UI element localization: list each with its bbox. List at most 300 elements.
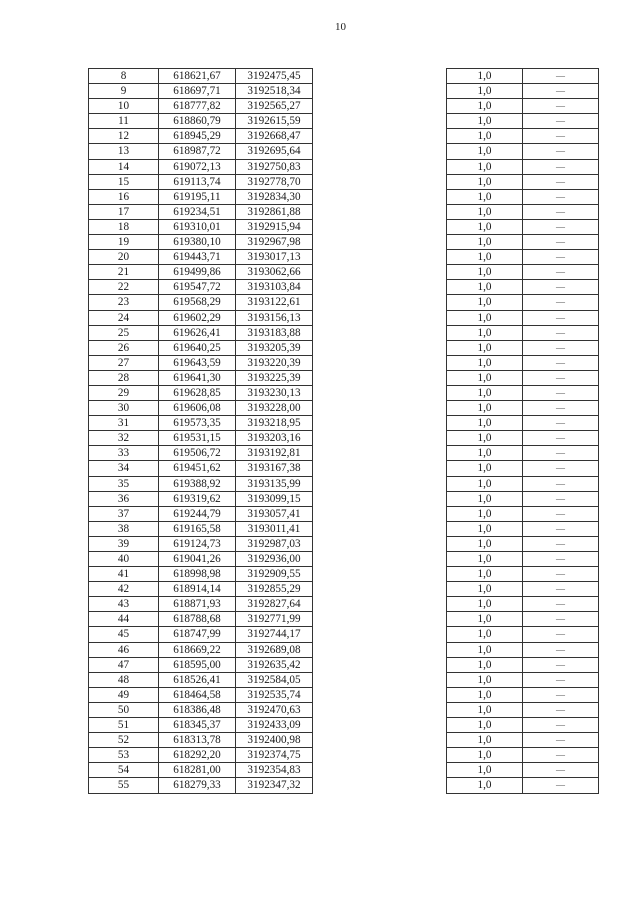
value-cell: 1,0 — [447, 340, 523, 355]
table-row — [89, 189, 313, 204]
coordinates-table — [88, 68, 313, 794]
y-coordinate-cell: 3192861,88 — [236, 204, 313, 219]
value-cell: 1,0 — [447, 370, 523, 385]
value-cell: 1,0 — [447, 763, 523, 778]
dash-cell: — — [523, 552, 599, 567]
point-number-cell: 16 — [89, 189, 159, 204]
table-row — [89, 144, 313, 159]
value-cell: 1,0 — [447, 385, 523, 400]
point-number-cell: 43 — [89, 597, 159, 612]
y-coordinate-cell: 3192915,94 — [236, 219, 313, 234]
table-row — [447, 536, 599, 551]
value-cell: 1,0 — [447, 642, 523, 657]
y-coordinate-cell: 3193122,61 — [236, 295, 313, 310]
y-coordinate-cell: 3193062,66 — [236, 265, 313, 280]
x-coordinate-cell: 619643,59 — [159, 355, 236, 370]
table-row — [89, 642, 313, 657]
y-coordinate-cell: 3192347,32 — [236, 778, 313, 793]
point-number-cell: 30 — [89, 401, 159, 416]
table-row — [447, 491, 599, 506]
value-cell: 1,0 — [447, 627, 523, 642]
dash-cell: — — [523, 219, 599, 234]
y-coordinate-cell: 3192354,83 — [236, 763, 313, 778]
y-coordinate-cell: 3193183,88 — [236, 325, 313, 340]
y-coordinate-cell: 3193203,16 — [236, 431, 313, 446]
y-coordinate-cell: 3193228,00 — [236, 401, 313, 416]
y-coordinate-cell: 3192855,29 — [236, 582, 313, 597]
y-coordinate-cell: 3192967,98 — [236, 235, 313, 250]
value-cell: 1,0 — [447, 657, 523, 672]
table-row — [447, 521, 599, 536]
value-cell: 1,0 — [447, 250, 523, 265]
table-row — [89, 265, 313, 280]
point-number-cell: 45 — [89, 627, 159, 642]
x-coordinate-cell: 618621,67 — [159, 69, 236, 84]
value-cell: 1,0 — [447, 718, 523, 733]
dash-cell: — — [523, 99, 599, 114]
value-cell: 1,0 — [447, 174, 523, 189]
point-number-cell: 33 — [89, 446, 159, 461]
point-number-cell: 34 — [89, 461, 159, 476]
table-row — [447, 612, 599, 627]
table-row — [447, 189, 599, 204]
value-cell: 1,0 — [447, 144, 523, 159]
x-coordinate-cell: 618279,33 — [159, 778, 236, 793]
value-cell: 1,0 — [447, 401, 523, 416]
y-coordinate-cell: 3192936,00 — [236, 552, 313, 567]
table-row — [89, 582, 313, 597]
table-row — [447, 461, 599, 476]
x-coordinate-cell: 618313,78 — [159, 733, 236, 748]
point-number-cell: 8 — [89, 69, 159, 84]
point-number-cell: 29 — [89, 385, 159, 400]
y-coordinate-cell: 3193011,41 — [236, 521, 313, 536]
dash-cell: — — [523, 416, 599, 431]
y-coordinate-cell: 3192668,47 — [236, 129, 313, 144]
value-cell: 1,0 — [447, 189, 523, 204]
x-coordinate-cell: 619388,92 — [159, 476, 236, 491]
table-row — [89, 552, 313, 567]
table-row — [89, 672, 313, 687]
x-coordinate-cell: 619568,29 — [159, 295, 236, 310]
dash-cell: — — [523, 174, 599, 189]
table-row — [447, 265, 599, 280]
table-row — [89, 778, 313, 793]
y-coordinate-cell: 3192689,08 — [236, 642, 313, 657]
table-row — [447, 250, 599, 265]
x-coordinate-cell: 618669,22 — [159, 642, 236, 657]
point-number-cell: 42 — [89, 582, 159, 597]
dash-cell: — — [523, 672, 599, 687]
value-cell: 1,0 — [447, 265, 523, 280]
value-cell: 1,0 — [447, 552, 523, 567]
dash-cell: — — [523, 84, 599, 99]
dash-cell: — — [523, 733, 599, 748]
y-coordinate-cell: 3193225,39 — [236, 370, 313, 385]
value-cell: 1,0 — [447, 159, 523, 174]
table-row — [447, 672, 599, 687]
point-number-cell: 44 — [89, 612, 159, 627]
table-row — [447, 219, 599, 234]
point-number-cell: 54 — [89, 763, 159, 778]
table-row — [89, 657, 313, 672]
y-coordinate-cell: 3192695,64 — [236, 144, 313, 159]
point-number-cell: 53 — [89, 748, 159, 763]
x-coordinate-cell: 618871,93 — [159, 597, 236, 612]
point-number-cell: 12 — [89, 129, 159, 144]
value-cell: 1,0 — [447, 476, 523, 491]
y-coordinate-cell: 3193192,81 — [236, 446, 313, 461]
x-coordinate-cell: 618292,20 — [159, 748, 236, 763]
table-row — [447, 174, 599, 189]
dash-cell: — — [523, 129, 599, 144]
dash-cell: — — [523, 702, 599, 717]
table-row — [89, 235, 313, 250]
table-row — [447, 370, 599, 385]
table-row — [89, 280, 313, 295]
y-coordinate-cell: 3192750,83 — [236, 159, 313, 174]
table-row — [89, 627, 313, 642]
point-number-cell: 13 — [89, 144, 159, 159]
value-cell: 1,0 — [447, 69, 523, 84]
dash-cell: — — [523, 687, 599, 702]
point-number-cell: 10 — [89, 99, 159, 114]
point-number-cell: 52 — [89, 733, 159, 748]
table-row — [447, 235, 599, 250]
table-row — [447, 476, 599, 491]
y-coordinate-cell: 3193103,84 — [236, 280, 313, 295]
table-row — [89, 416, 313, 431]
table-row — [89, 99, 313, 114]
table-row — [447, 204, 599, 219]
point-number-cell: 35 — [89, 476, 159, 491]
x-coordinate-cell: 618788,68 — [159, 612, 236, 627]
point-number-cell: 23 — [89, 295, 159, 310]
dash-cell: — — [523, 250, 599, 265]
x-coordinate-cell: 619319,62 — [159, 491, 236, 506]
table-row — [447, 144, 599, 159]
value-cell: 1,0 — [447, 204, 523, 219]
y-coordinate-cell: 3192518,34 — [236, 84, 313, 99]
value-cell: 1,0 — [447, 582, 523, 597]
y-coordinate-cell: 3192987,03 — [236, 536, 313, 551]
values-table — [446, 68, 599, 794]
point-number-cell: 18 — [89, 219, 159, 234]
value-cell: 1,0 — [447, 219, 523, 234]
y-coordinate-cell: 3192584,05 — [236, 672, 313, 687]
table-row — [89, 718, 313, 733]
table-row — [447, 748, 599, 763]
x-coordinate-cell: 618860,79 — [159, 114, 236, 129]
table-row — [89, 129, 313, 144]
table-row — [89, 114, 313, 129]
table-row — [89, 370, 313, 385]
table-row — [89, 597, 313, 612]
dash-cell: — — [523, 114, 599, 129]
y-coordinate-cell: 3193057,41 — [236, 506, 313, 521]
value-cell: 1,0 — [447, 416, 523, 431]
y-coordinate-cell: 3192615,59 — [236, 114, 313, 129]
y-coordinate-cell: 3192827,64 — [236, 597, 313, 612]
y-coordinate-cell: 3192565,27 — [236, 99, 313, 114]
y-coordinate-cell: 3192909,55 — [236, 567, 313, 582]
table-row — [447, 431, 599, 446]
point-number-cell: 39 — [89, 536, 159, 551]
point-number-cell: 38 — [89, 521, 159, 536]
point-number-cell: 28 — [89, 370, 159, 385]
value-cell: 1,0 — [447, 310, 523, 325]
table-row — [447, 778, 599, 793]
value-cell: 1,0 — [447, 567, 523, 582]
table-row — [447, 69, 599, 84]
point-number-cell: 36 — [89, 491, 159, 506]
y-coordinate-cell: 3192744,17 — [236, 627, 313, 642]
dash-cell: — — [523, 718, 599, 733]
values-table-body — [447, 69, 599, 794]
dash-cell: — — [523, 491, 599, 506]
y-coordinate-cell: 3193220,39 — [236, 355, 313, 370]
point-number-cell: 31 — [89, 416, 159, 431]
dash-cell: — — [523, 627, 599, 642]
x-coordinate-cell: 619072,13 — [159, 159, 236, 174]
dash-cell: — — [523, 265, 599, 280]
dash-cell: — — [523, 235, 599, 250]
dash-cell: — — [523, 446, 599, 461]
y-coordinate-cell: 3193218,95 — [236, 416, 313, 431]
table-row — [89, 491, 313, 506]
table-row — [447, 325, 599, 340]
point-number-cell: 14 — [89, 159, 159, 174]
y-coordinate-cell: 3192535,74 — [236, 687, 313, 702]
point-number-cell: 51 — [89, 718, 159, 733]
x-coordinate-cell: 619124,73 — [159, 536, 236, 551]
value-cell: 1,0 — [447, 84, 523, 99]
x-coordinate-cell: 619451,62 — [159, 461, 236, 476]
y-coordinate-cell: 3193230,13 — [236, 385, 313, 400]
x-coordinate-cell: 619234,51 — [159, 204, 236, 219]
table-row — [89, 687, 313, 702]
point-number-cell: 40 — [89, 552, 159, 567]
dash-cell: — — [523, 597, 599, 612]
dash-cell: — — [523, 69, 599, 84]
value-cell: 1,0 — [447, 778, 523, 793]
value-cell: 1,0 — [447, 99, 523, 114]
dash-cell: — — [523, 295, 599, 310]
table-row — [447, 582, 599, 597]
dash-cell: — — [523, 582, 599, 597]
value-cell: 1,0 — [447, 733, 523, 748]
dash-cell: — — [523, 461, 599, 476]
table-row — [447, 506, 599, 521]
x-coordinate-cell: 618345,37 — [159, 718, 236, 733]
x-coordinate-cell: 618747,99 — [159, 627, 236, 642]
table-row — [89, 536, 313, 551]
table-row — [89, 733, 313, 748]
table-row — [89, 295, 313, 310]
point-number-cell: 24 — [89, 310, 159, 325]
table-row — [447, 84, 599, 99]
x-coordinate-cell: 619443,71 — [159, 250, 236, 265]
point-number-cell: 20 — [89, 250, 159, 265]
table-row — [89, 567, 313, 582]
table-row — [447, 416, 599, 431]
table-row — [447, 99, 599, 114]
table-row — [447, 385, 599, 400]
value-cell: 1,0 — [447, 491, 523, 506]
x-coordinate-cell: 619573,35 — [159, 416, 236, 431]
point-number-cell: 48 — [89, 672, 159, 687]
y-coordinate-cell: 3192470,63 — [236, 702, 313, 717]
y-coordinate-cell: 3192433,09 — [236, 718, 313, 733]
point-number-cell: 26 — [89, 340, 159, 355]
value-cell: 1,0 — [447, 129, 523, 144]
x-coordinate-cell: 619310,01 — [159, 219, 236, 234]
x-coordinate-cell: 619113,74 — [159, 174, 236, 189]
x-coordinate-cell: 619041,26 — [159, 552, 236, 567]
point-number-cell: 41 — [89, 567, 159, 582]
x-coordinate-cell: 619602,29 — [159, 310, 236, 325]
table-row — [447, 340, 599, 355]
table-row — [447, 355, 599, 370]
dash-cell: — — [523, 144, 599, 159]
point-number-cell: 15 — [89, 174, 159, 189]
x-coordinate-cell: 619165,58 — [159, 521, 236, 536]
table-row — [89, 69, 313, 84]
table-row — [447, 642, 599, 657]
table-row — [89, 310, 313, 325]
value-cell: 1,0 — [447, 672, 523, 687]
dash-cell: — — [523, 657, 599, 672]
point-number-cell: 11 — [89, 114, 159, 129]
table-row — [89, 521, 313, 536]
table-row — [89, 702, 313, 717]
x-coordinate-cell: 619641,30 — [159, 370, 236, 385]
value-cell: 1,0 — [447, 506, 523, 521]
table-row — [89, 446, 313, 461]
value-cell: 1,0 — [447, 521, 523, 536]
table-row — [447, 401, 599, 416]
x-coordinate-cell: 619626,41 — [159, 325, 236, 340]
x-coordinate-cell: 618697,71 — [159, 84, 236, 99]
table-row — [447, 718, 599, 733]
x-coordinate-cell: 619606,08 — [159, 401, 236, 416]
table-row — [447, 687, 599, 702]
x-coordinate-cell: 619244,79 — [159, 506, 236, 521]
table-row — [447, 733, 599, 748]
dash-cell: — — [523, 401, 599, 416]
table-row — [447, 129, 599, 144]
x-coordinate-cell: 619506,72 — [159, 446, 236, 461]
x-coordinate-cell: 618998,98 — [159, 567, 236, 582]
dash-cell: — — [523, 159, 599, 174]
value-cell: 1,0 — [447, 325, 523, 340]
point-number-cell: 50 — [89, 702, 159, 717]
value-cell: 1,0 — [447, 431, 523, 446]
table-row — [89, 355, 313, 370]
dash-cell: — — [523, 431, 599, 446]
value-cell: 1,0 — [447, 597, 523, 612]
table-row — [447, 763, 599, 778]
point-number-cell: 17 — [89, 204, 159, 219]
y-coordinate-cell: 3193099,15 — [236, 491, 313, 506]
point-number-cell: 21 — [89, 265, 159, 280]
x-coordinate-cell: 618464,58 — [159, 687, 236, 702]
value-cell: 1,0 — [447, 355, 523, 370]
dash-cell: — — [523, 642, 599, 657]
table-row — [89, 250, 313, 265]
value-cell: 1,0 — [447, 612, 523, 627]
table-row — [447, 280, 599, 295]
x-coordinate-cell: 618281,00 — [159, 763, 236, 778]
table-row — [447, 657, 599, 672]
dash-cell: — — [523, 476, 599, 491]
point-number-cell: 32 — [89, 431, 159, 446]
point-number-cell: 19 — [89, 235, 159, 250]
table-row — [89, 506, 313, 521]
table-row — [89, 174, 313, 189]
dash-cell: — — [523, 763, 599, 778]
table-row — [89, 401, 313, 416]
point-number-cell: 46 — [89, 642, 159, 657]
table-row — [447, 627, 599, 642]
x-coordinate-cell: 619195,11 — [159, 189, 236, 204]
table-row — [89, 325, 313, 340]
coordinates-table-body — [89, 69, 313, 794]
dash-cell: — — [523, 536, 599, 551]
x-coordinate-cell: 618914,14 — [159, 582, 236, 597]
point-number-cell: 49 — [89, 687, 159, 702]
point-number-cell: 37 — [89, 506, 159, 521]
dash-cell: — — [523, 310, 599, 325]
x-coordinate-cell: 619547,72 — [159, 280, 236, 295]
table-row — [89, 461, 313, 476]
dash-cell: — — [523, 370, 599, 385]
value-cell: 1,0 — [447, 235, 523, 250]
table-row — [89, 340, 313, 355]
page-number: 10 — [335, 21, 346, 33]
table-row — [447, 597, 599, 612]
point-number-cell: 25 — [89, 325, 159, 340]
y-coordinate-cell: 3192834,30 — [236, 189, 313, 204]
y-coordinate-cell: 3193135,99 — [236, 476, 313, 491]
y-coordinate-cell: 3192400,98 — [236, 733, 313, 748]
x-coordinate-cell: 618777,82 — [159, 99, 236, 114]
value-cell: 1,0 — [447, 280, 523, 295]
value-cell: 1,0 — [447, 748, 523, 763]
x-coordinate-cell: 619531,15 — [159, 431, 236, 446]
x-coordinate-cell: 618526,41 — [159, 672, 236, 687]
point-number-cell: 47 — [89, 657, 159, 672]
value-cell: 1,0 — [447, 114, 523, 129]
dash-cell: — — [523, 385, 599, 400]
y-coordinate-cell: 3193205,39 — [236, 340, 313, 355]
dash-cell: — — [523, 521, 599, 536]
table-row — [89, 763, 313, 778]
y-coordinate-cell: 3192778,70 — [236, 174, 313, 189]
table-row — [447, 552, 599, 567]
dash-cell: — — [523, 506, 599, 521]
table-row — [89, 612, 313, 627]
x-coordinate-cell: 619628,85 — [159, 385, 236, 400]
dash-cell: — — [523, 280, 599, 295]
table-row — [447, 702, 599, 717]
table-row — [447, 159, 599, 174]
value-cell: 1,0 — [447, 702, 523, 717]
x-coordinate-cell: 618386,48 — [159, 702, 236, 717]
table-row — [89, 84, 313, 99]
x-coordinate-cell: 618595,00 — [159, 657, 236, 672]
dash-cell: — — [523, 204, 599, 219]
